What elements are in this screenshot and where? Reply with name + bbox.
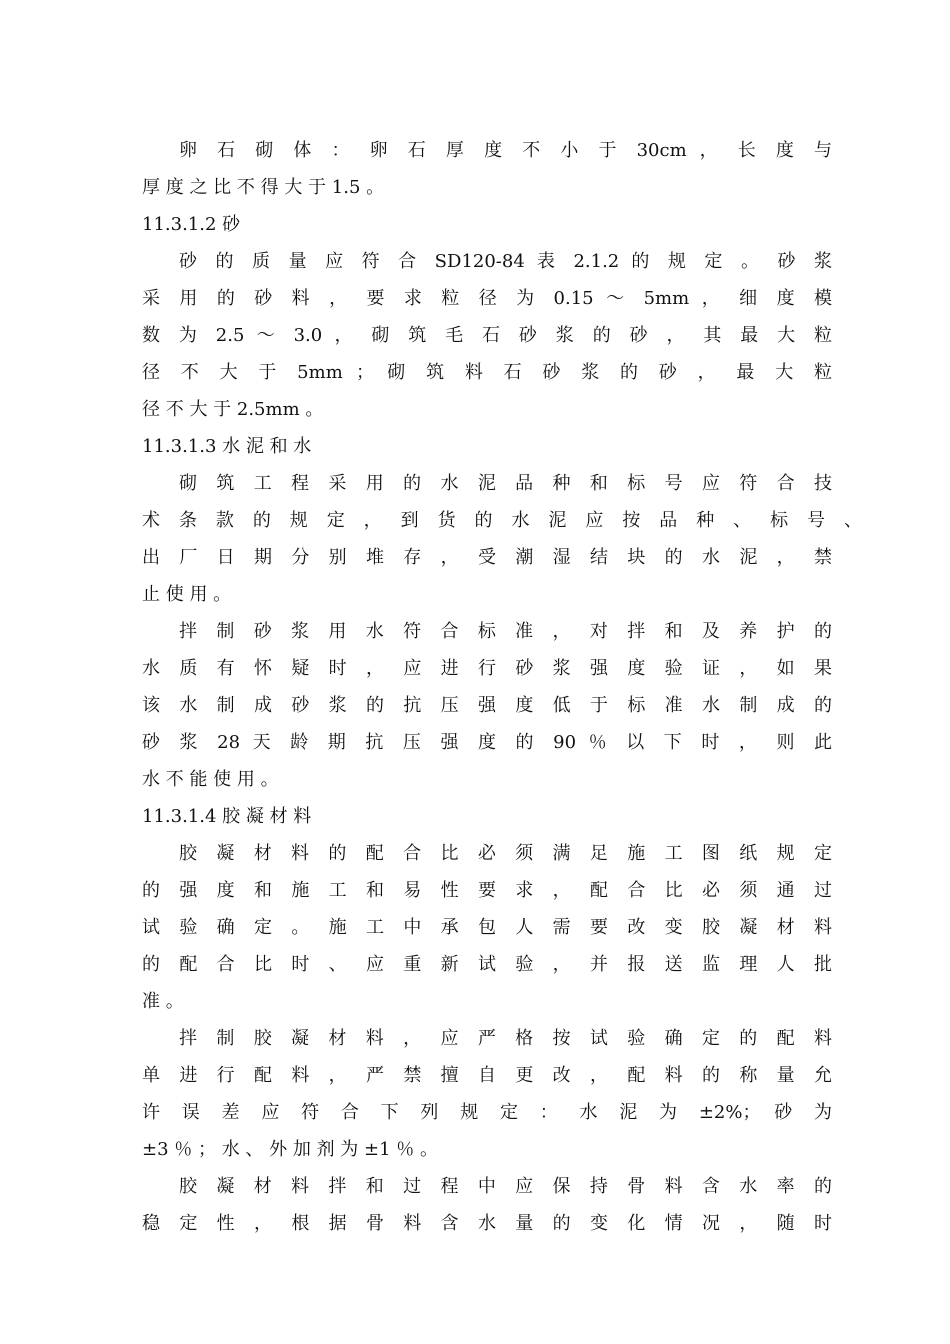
section-heading-11-3-1-3: 11.3.1.3 水 泥 和 水 bbox=[142, 436, 312, 457]
text-line-4: 砂 的 质 量 应 符 合 SD120-84 表 2.1.2 的 规 定 。 砂 浆 bbox=[179, 251, 832, 272]
text-line-14: 拌 制 砂 浆 用 水 符 合 标 准 ， 对 拌 和 及 养 护 的 bbox=[179, 621, 832, 642]
text-line-2: 厚 度 之 比 不 得 大 于 1.5 。 bbox=[142, 177, 385, 198]
text-line-7: 径 不 大 于 5mm ； 砌 筑 料 石 砂 浆 的 砂 ， 最 大 粒 bbox=[142, 362, 832, 383]
text-line-8: 径 不 大 于 2.5mm 。 bbox=[142, 399, 324, 420]
section-heading-11-3-1-4: 11.3.1.4 胶 凝 材 料 bbox=[142, 806, 312, 827]
text-line-10: 砌 筑 工 程 采 用 的 水 泥 品 种 和 标 号 应 符 合 技 bbox=[179, 473, 832, 494]
text-line-26: 单 进 行 配 料 ， 严 禁 擅 自 更 改 ， 配 料 的 称 量 允 bbox=[142, 1065, 832, 1086]
text-line-29: 胶 凝 材 料 拌 和 过 程 中 应 保 持 骨 料 含 水 率 的 bbox=[179, 1176, 832, 1197]
text-line-6: 数 为 2.5 ～ 3.0 ， 砌 筑 毛 石 砂 浆 的 砂 ， 其 最 大 粒 bbox=[142, 325, 832, 346]
text-line-20: 胶 凝 材 料 的 配 合 比 必 须 满 足 施 工 图 纸 规 定 bbox=[179, 843, 832, 864]
text-line-28: ±3 ％ ； 水 、 外 加 剂 为 ±1 ％ 。 bbox=[142, 1139, 439, 1160]
text-line-5: 采 用 的 砂 料 ， 要 求 粒 径 为 0.15 ～ 5mm ， 细 度 模 bbox=[142, 288, 832, 309]
text-line-25: 拌 制 胶 凝 材 料 ， 应 严 格 按 试 验 确 定 的 配 料 bbox=[179, 1028, 832, 1049]
text-line-11: 术 条 款 的 规 定 ， 到 货 的 水 泥 应 按 品 种 、 标 号 、 bbox=[142, 510, 862, 531]
text-line-12: 出 厂 日 期 分 别 堆 存 ， 受 潮 湿 结 块 的 水 泥 ， 禁 bbox=[142, 547, 832, 568]
section-heading-11-3-1-2: 11.3.1.2 砂 bbox=[142, 214, 241, 235]
text-line-15: 水 质 有 怀 疑 时 ， 应 进 行 砂 浆 强 度 验 证 ， 如 果 bbox=[142, 658, 832, 679]
text-line-21: 的 强 度 和 施 工 和 易 性 要 求 ， 配 合 比 必 须 通 过 bbox=[142, 880, 832, 901]
text-line-22: 试 验 确 定 。 施 工 中 承 包 人 需 要 改 变 胶 凝 材 料 bbox=[142, 917, 832, 938]
text-line-30: 稳 定 性 ， 根 据 骨 料 含 水 量 的 变 化 情 况 ， 随 时 bbox=[142, 1213, 832, 1234]
text-line-24: 准 。 bbox=[142, 991, 184, 1012]
text-line-1: 卵 石 砌 体 ： 卵 石 厚 度 不 小 于 30cm ， 长 度 与 bbox=[179, 140, 832, 161]
text-line-18: 水 不 能 使 用 。 bbox=[142, 769, 279, 790]
text-line-16: 该 水 制 成 砂 浆 的 抗 压 强 度 低 于 标 准 水 制 成 的 bbox=[142, 695, 832, 716]
text-line-27: 许 误 差 应 符 合 下 列 规 定 ： 水 泥 为 ±2%； 砂 为 bbox=[142, 1102, 832, 1123]
text-line-23: 的 配 合 比 时 、 应 重 新 试 验 ， 并 报 送 监 理 人 批 bbox=[142, 954, 832, 975]
text-line-17: 砂 浆 28 天 龄 期 抗 压 强 度 的 90 ％ 以 下 时 ， 则 此 bbox=[142, 732, 832, 753]
text-line-13: 止 使 用 。 bbox=[142, 584, 232, 605]
